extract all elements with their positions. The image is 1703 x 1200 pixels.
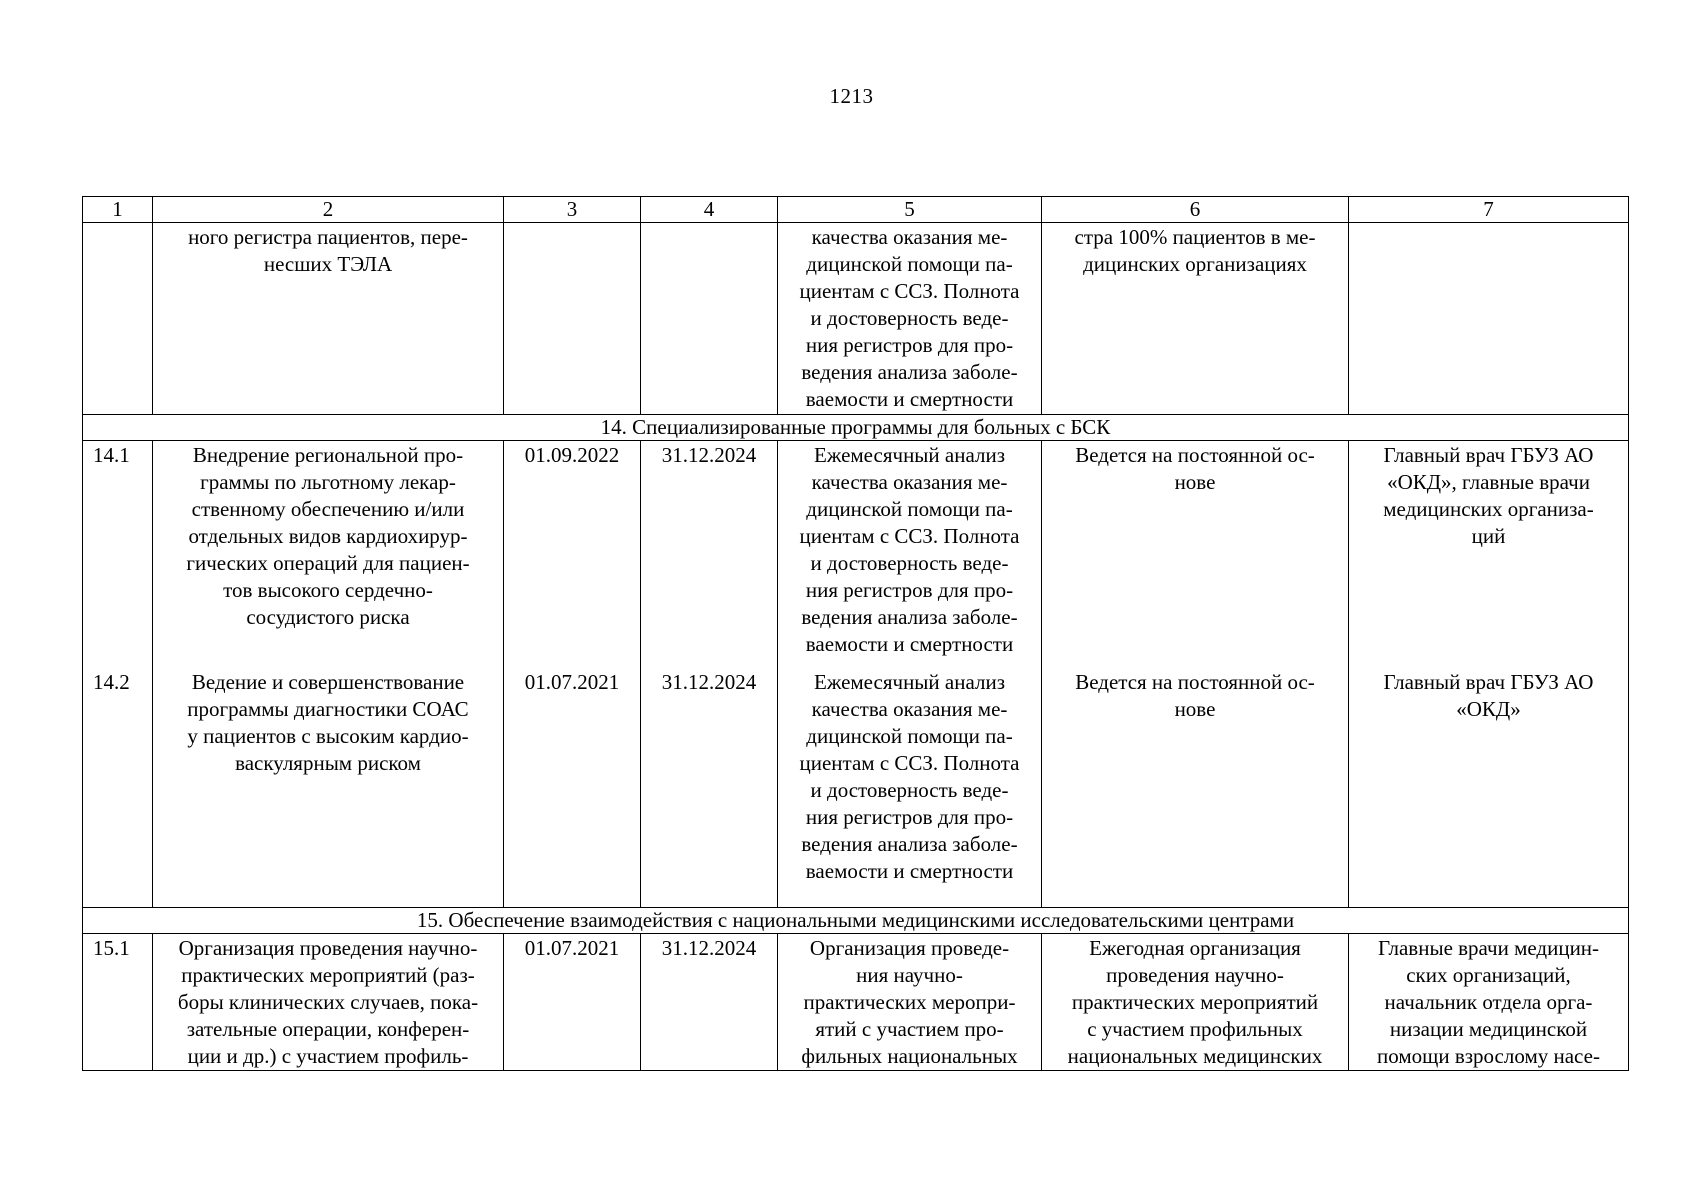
section-row-14 bbox=[83, 415, 1629, 441]
cell-result: стра 100% пациентов в ме- дицинских организациях bbox=[1042, 223, 1349, 415]
cell-end-date bbox=[641, 223, 778, 415]
cell-end-date: 31.12.2024 bbox=[641, 668, 778, 908]
section-title-15: 15. Обеспечение взаимодействия с национальными медицинскими исследовательскими центрами bbox=[83, 908, 1629, 934]
cell-number: 14.2 bbox=[83, 668, 153, 908]
cell-indicator: Организация проведе- ния научно- практических меропри- ятий с участием про- фильных национальных bbox=[778, 934, 1042, 1071]
table-row-15-1 bbox=[83, 934, 1629, 1071]
cell-measure: Внедрение региональной про- граммы по льготному лекар- ственному обеспечению и/или отдельных видов кардиохирур- гических операций для пациен- тов высокого сердечно- сосудистого риска bbox=[153, 441, 504, 669]
cell-indicator: качества оказания ме- дицинской помощи па- циентам с ССЗ. Полнота и достоверность веде- ния регистров для про- ведения анализа заболе- ваемости и смертности bbox=[778, 223, 1042, 415]
section-row-15 bbox=[83, 908, 1629, 934]
cell-start-date: 01.07.2021 bbox=[504, 934, 641, 1071]
header-cell-3: 3 bbox=[504, 197, 641, 223]
cell-start-date: 01.07.2021 bbox=[504, 668, 641, 908]
cell-number bbox=[83, 223, 153, 415]
cell-end-date: 31.12.2024 bbox=[641, 441, 778, 669]
cell-indicator: Ежемесячный анализ качества оказания ме- дицинской помощи па- циентам с ССЗ. Полнота и достоверность веде- ния регистров для про- ведения анализа заболе- ваемости и смертности bbox=[778, 668, 1042, 908]
cell-measure: Ведение и совершенствование программы диагностики СОАС у пациентов с высоким кардио- васкулярным риском bbox=[153, 668, 504, 908]
cell-end-date: 31.12.2024 bbox=[641, 934, 778, 1071]
cell-responsible: Главные врачи медицин- ских организаций, начальник отдела орга- низации медицинской помощи взрослому насе- bbox=[1349, 934, 1629, 1071]
header-cell-7: 7 bbox=[1349, 197, 1629, 223]
cell-responsible bbox=[1349, 223, 1629, 415]
cell-measure: ного регистра пациентов, пере- несших ТЭЛА bbox=[153, 223, 504, 415]
cell-result: Ежегодная организация проведения научно- практических мероприятий с участием профильных национальных медицинских bbox=[1042, 934, 1349, 1071]
table-row-continuation bbox=[83, 223, 1629, 415]
page-number: 1213 bbox=[829, 84, 874, 108]
header-cell-4: 4 bbox=[641, 197, 778, 223]
cell-responsible: Главный врач ГБУЗ АО «ОКД» bbox=[1349, 668, 1629, 908]
cell-measure: Организация проведения научно- практических мероприятий (раз- боры клинических случаев, пока- зательные операции, конферен- ции и др.) с участием профиль- bbox=[153, 934, 504, 1071]
header-cell-6: 6 bbox=[1042, 197, 1349, 223]
cell-number: 14.1 bbox=[83, 441, 153, 669]
cell-result: Ведется на постоянной ос- нове bbox=[1042, 668, 1349, 908]
measures-table bbox=[82, 196, 1629, 1071]
header-cell-5: 5 bbox=[778, 197, 1042, 223]
cell-responsible: Главный врач ГБУЗ АО «ОКД», главные врачи медицинских организа- ций bbox=[1349, 441, 1629, 669]
cell-start-date bbox=[504, 223, 641, 415]
cell-number: 15.1 bbox=[83, 934, 153, 1071]
header-row bbox=[83, 197, 1629, 223]
cell-indicator: Ежемесячный анализ качества оказания ме- дицинской помощи па- циентам с ССЗ. Полнота и достоверность веде- ния регистров для про- ведения анализа заболе- ваемости и смертности bbox=[778, 441, 1042, 669]
section-title-14: 14. Специализированные программы для больных с БСК bbox=[83, 415, 1629, 441]
cell-start-date: 01.09.2022 bbox=[504, 441, 641, 669]
header-cell-1: 1 bbox=[83, 197, 153, 223]
cell-result: Ведется на постоянной ос- нове bbox=[1042, 441, 1349, 669]
table-row-14-2 bbox=[83, 668, 1629, 908]
header-cell-2: 2 bbox=[153, 197, 504, 223]
table-row-14-1 bbox=[83, 441, 1629, 669]
